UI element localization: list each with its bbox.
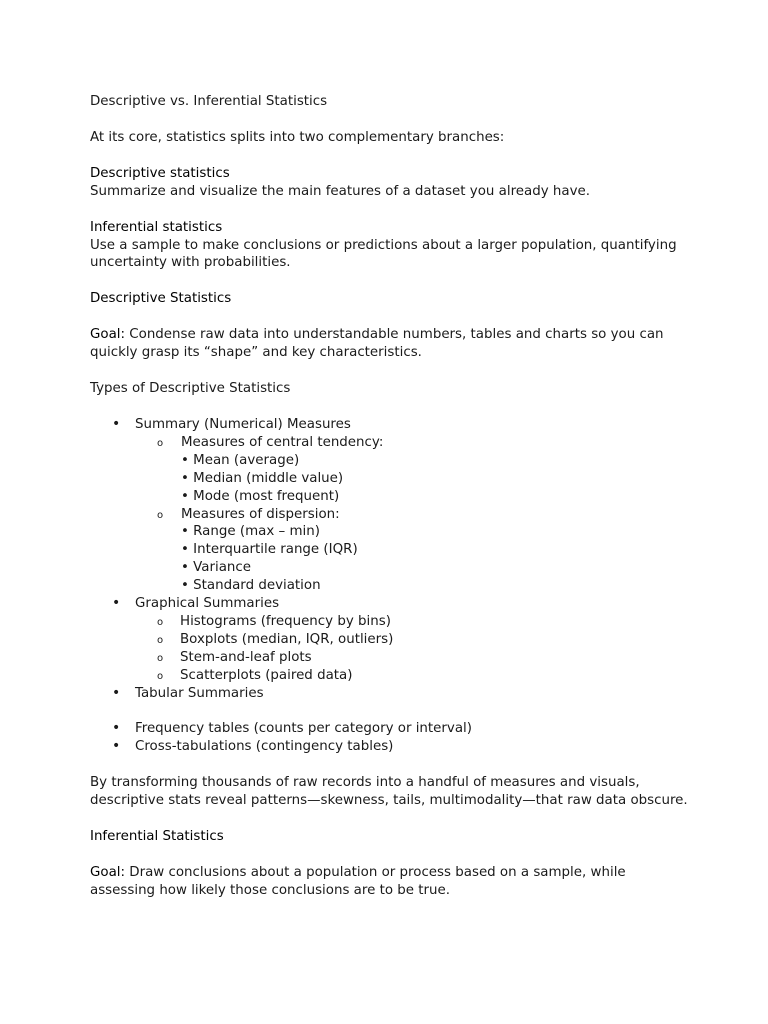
branch-heading-descriptive: Descriptive statistics [90,165,230,181]
sublist-item: o Histograms (frequency by bins) [135,613,690,631]
sublist-item: o Scatterplots (paired data) [135,667,690,685]
types-heading: Types of Descriptive Statistics [90,381,291,397]
sublist-item-label: o Measures of central tendency: [181,434,384,450]
section-heading-inferential: Inferential Statistics [90,829,224,845]
summary-sublist [135,434,690,595]
list-item: • Frequency tables (counts per category or interval) [90,720,690,738]
list-item-summary-measures [90,416,690,595]
branch-heading-inferential: Inferential statistics [90,219,223,235]
goal-label: Goal: [90,327,126,343]
list-item: • Cross-tabulations (contingency tables) [90,738,690,756]
list-line: • Range (max – min) [181,524,320,540]
list-line: • Interquartile range (IQR) [181,542,358,558]
goal-text: Draw conclusions about a population or process based on a sample, while assessing how likely those conclusions are to be true. [90,865,626,898]
document-title: Descriptive vs. Inferential Statistics [90,94,328,109]
goal-text: Condense raw data into understandable numbers, tables and charts so you can quickly grasp its “shape” and key characteristics. [90,327,664,361]
sublist-item: o Boxplots (median, IQR, outliers) [135,631,690,649]
list-item-label: Tabular Summaries [135,685,264,701]
section-heading-descriptive: Descriptive Statistics [90,291,232,307]
list-item-label: Graphical Summaries [135,596,280,612]
sublist-item-central-tendency [135,434,690,506]
list-line: • Mean (average) [181,452,300,468]
list-item-tabular-summaries [90,685,690,703]
conclusion-paragraph: By transforming thousands of raw records into a handful of measures and visuals, descriptive stats reveal patterns—skewness, tails, multimodality—that raw data obscure. [90,775,688,809]
sublist-item: o Stem-and-leaf plots [135,649,690,667]
intro-paragraph: At its core, statistics splits into two complementary branches: [90,129,505,145]
sublist-item-label: o Measures of dispersion: [181,506,340,522]
sublist-item-dispersion [135,506,690,596]
goal-paragraph-descriptive [90,326,690,362]
list-line: • Median (middle value) [181,470,344,486]
list-line: • Standard deviation [181,578,321,594]
types-list [90,416,690,703]
list-line: • Mode (most frequent) [181,488,340,504]
graphical-sublist [135,613,690,685]
list-item-graphical-summaries [90,595,690,685]
goal-paragraph-inferential [90,864,690,900]
goal-label: Goal: [90,865,126,880]
list-item-label: Summary (Numerical) Measures [135,416,351,432]
document-page [90,93,690,918]
branch-text-descriptive: Summarize and visualize the main features of a dataset you already have. [90,183,591,199]
branch-text-inferential: Use a sample to make conclusions or predictions about a larger population, quantifying uncertainty with probabilities. [90,237,677,271]
list-spacer [90,702,690,720]
tabular-list [90,720,690,756]
list-line: • Variance [181,560,251,576]
